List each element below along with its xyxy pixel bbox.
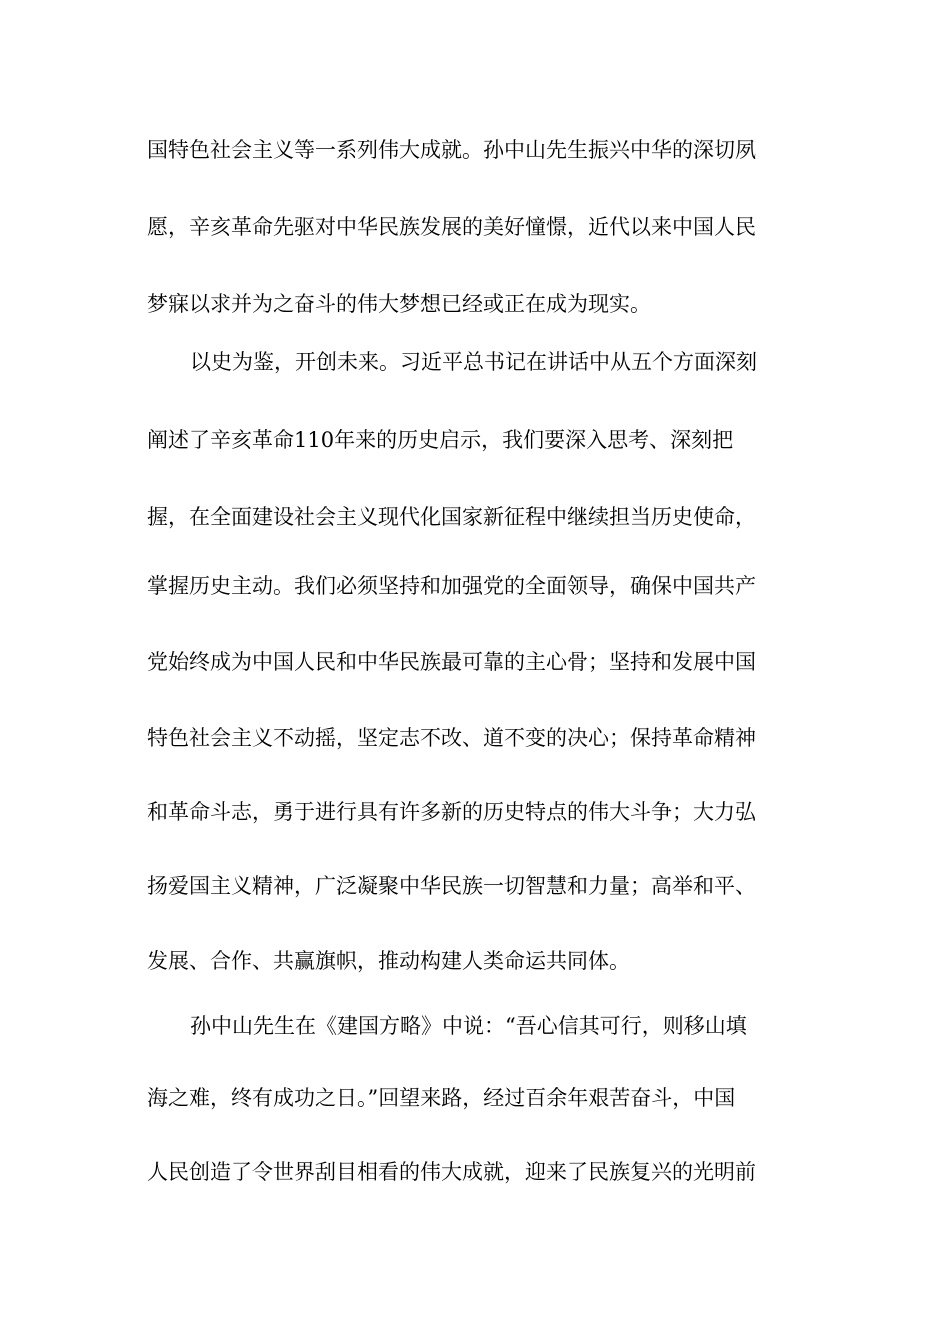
text-line: 国特色社会主义等一系列伟大成就。孙中山先生振兴中华的深切夙: [147, 138, 756, 162]
text-line: 党始终成为中国人民和中华民族最可靠的主心骨；坚持和发展中国: [147, 650, 756, 674]
text-line: 扬爱国主义精神，广泛凝聚中华民族一切智慧和力量；高举和平、: [147, 874, 756, 898]
paragraph-first-line: 孙中山先生在《建国方略》中说：“吾心信其可行，则移山填: [190, 1014, 747, 1038]
text-line: 握，在全面建设社会主义现代化国家新征程中继续担当历史使命，: [147, 505, 756, 529]
text-line: 特色社会主义不动摇，坚定志不改、道不变的决心；保持革命精神: [147, 726, 756, 750]
text-line: 和革命斗志，勇于进行具有许多新的历史特点的伟大斗争；大力弘: [147, 800, 756, 824]
text-line: 愿，辛亥革命先驱对中华民族发展的美好憧憬，近代以来中国人民: [147, 215, 756, 239]
text-line: 海之难，终有成功之日。”回望来路，经过百余年艰苦奋斗，中国: [147, 1086, 736, 1110]
text-line: 掌握历史主动。我们必须坚持和加强党的全面领导，确保中国共产: [147, 574, 756, 598]
text-line: 梦寐以求并为之奋斗的伟大梦想已经或正在成为现实。: [147, 292, 651, 316]
text-line: 阐述了辛亥革命110年来的历史启示，我们要深入思考、深刻把: [147, 428, 734, 452]
paragraph-first-line: 以史为鉴，开创未来。习近平总书记在讲话中从五个方面深刻: [190, 350, 757, 374]
text-line: 人民创造了令世界刮目相看的伟大成就，迎来了民族复兴的光明前: [147, 1160, 756, 1184]
text-line: 发展、合作、共赢旗帜，推动构建人类命运共同体。: [147, 949, 630, 973]
